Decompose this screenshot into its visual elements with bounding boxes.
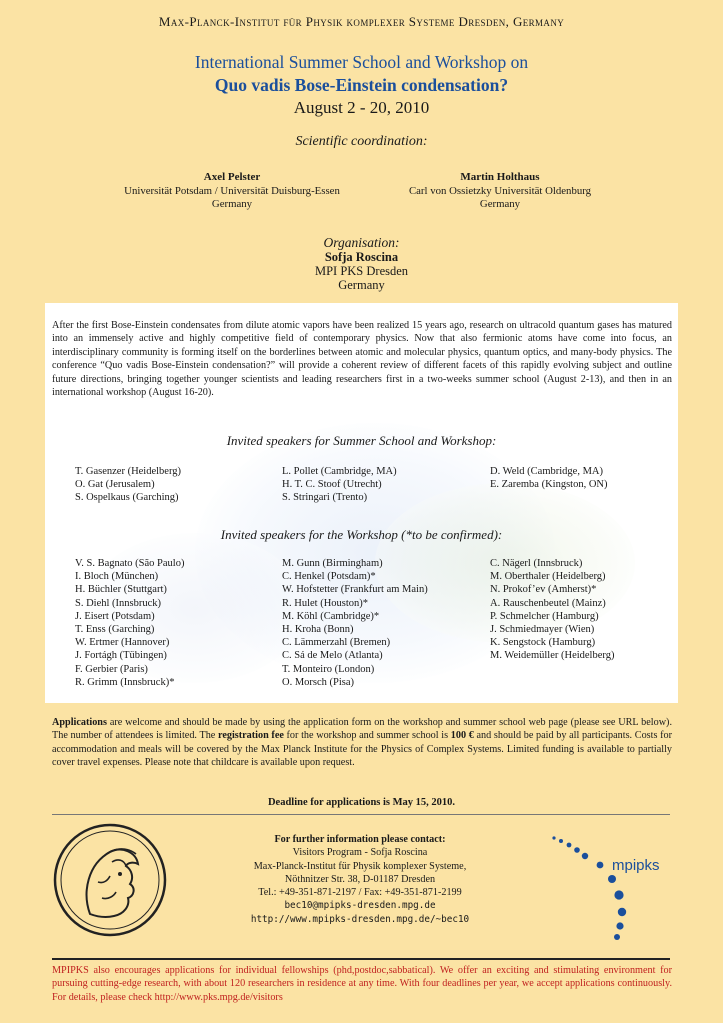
- speaker: O. Morsch (Pisa): [282, 676, 355, 688]
- speaker: K. Sengstock (Hamburg): [490, 637, 596, 649]
- organisation-block: [0, 236, 723, 292]
- footer-paragraph: MPIPKS also encourages applications for individual fellowships (phd,postdoc,sabbatical). We offer an exciting and stimulating environment for pursuing cutting-edge research, with about 120 researchers in residence at any time. With four deadlines per year, we accept applications continuously. For details, please check http://www.pks.mpg.de/visitors: [52, 965, 672, 1003]
- title-line-1: International Summer School and Workshop on: [194, 52, 529, 72]
- school-speakers-col1: [75, 465, 181, 505]
- contact-line: Max-Planck-Institut für Physik komplexer Systeme,: [253, 860, 467, 872]
- logo-text: mpipks: [612, 857, 660, 874]
- speaker: J. Schmiedmayer (Wien): [490, 624, 595, 636]
- contact-url-link[interactable]: http://www.mpipks-dresden.mpg.de/~bec10: [250, 913, 470, 925]
- speaker: M. Oberthaler (Heidelberg): [490, 571, 606, 583]
- intro-paragraph: After the first Bose-Einstein condensates from dilute atomic vapors have been realized 15 years ago, research on ultracold quantum gases has matured into an immensely active and highly competitive field of contemporary physics. Now that also fermionic atoms have come into focus, an interdisciplinary community is forming itself on the borderlines between atomic and molecular physics, quantum optics, and many-body physics. The conference “Quo vadis Bose-Einstein condensation?” will provide a coherent review of different facets of this rapidly evolving subject and outline future directions, bringing together younger scientists and leading researchers first in a two-weeks summer school (August 2-13), and then in an international workshop (August 16-20).: [52, 320, 672, 399]
- workshop-speakers-col3: [490, 557, 614, 663]
- speaker: N. Prokof’ev (Amherst)*: [490, 584, 597, 596]
- coordination-label: Scientific coordination:: [295, 134, 428, 149]
- minerva-seal-icon: [52, 822, 168, 938]
- institute-header: Max-Planck-Institut für Physik komplexer Systeme Dresden, Germany: [158, 14, 565, 29]
- footer-divider: [52, 958, 670, 960]
- fee-amount: 100 €: [450, 730, 474, 742]
- coordinator-right: [350, 171, 650, 212]
- title-line-2: Quo vadis Bose-Einstein condensation?: [214, 75, 509, 95]
- fee-label: registration fee: [218, 730, 284, 742]
- coordinator-country: Germany: [211, 198, 253, 210]
- speaker: J. Fortágh (Tübingen): [75, 650, 167, 662]
- speaker: I. Bloch (München): [75, 571, 159, 583]
- speaker: E. Zaremba (Kingston, ON): [490, 479, 608, 491]
- speaker: J. Eisert (Potsdam): [75, 610, 155, 622]
- speaker: L. Pollet (Cambridge, MA): [282, 466, 397, 477]
- speaker: S. Diehl (Innsbruck): [75, 597, 162, 609]
- contact-line: Nöthnitzer Str. 38, D-01187 Dresden: [284, 873, 436, 885]
- contact-line: Visitors Program - Sofja Roscina: [292, 847, 428, 859]
- speaker: M. Gunn (Birmingham): [282, 558, 383, 569]
- speaker: O. Gat (Jerusalem): [75, 479, 155, 491]
- coordinator-name: Martin Holthaus: [460, 171, 540, 183]
- workshop-speakers-col1: [75, 557, 184, 689]
- speaker: R. Hulet (Houston)*: [282, 597, 369, 609]
- applications-text: are welcome and should be made by using the application form on the workshop and summer school web page (please see URL below). The number of attendees is limited. The: [52, 717, 672, 742]
- speaker: M. Weidemüller (Heidelberg): [490, 650, 615, 662]
- speaker: S. Ospelkaus (Garching): [75, 492, 179, 504]
- coordinator-country: Germany: [479, 198, 521, 210]
- applications-text: and should be paid by all participants. Costs for accommodation and meals will be covered by the Max Planck Institute for the Physics of Complex Systems. Limited funding is available to partially cover travel expenses. Please note that childcare is available upon request.: [52, 730, 672, 769]
- contact-phone: Tel.: +49-351-871-2197 / Fax: +49-351-871-2199: [258, 887, 462, 899]
- speaker: W. Ertmer (Hannover): [75, 637, 170, 649]
- applications-text: for the workshop and summer school is: [283, 730, 451, 742]
- contact-email-link[interactable]: bec10@mpipks-dresden.mpg.de: [284, 900, 436, 912]
- speaker: H. T. C. Stoof (Utrecht): [282, 479, 382, 491]
- deadline: Deadline for applications is May 15, 2010.: [267, 797, 456, 808]
- speaker: D. Weld (Cambridge, MA): [490, 466, 603, 477]
- speaker: W. Hofstetter (Frankfurt am Main): [282, 584, 428, 596]
- speaker: R. Grimm (Innsbruck)*: [75, 676, 175, 688]
- mpipks-logo-icon: [540, 832, 670, 942]
- speaker: A. Rauschenbeutel (Mainz): [490, 597, 606, 609]
- organiser-place: MPI PKS Dresden: [314, 264, 409, 278]
- event-dates: August 2 - 20, 2010: [293, 98, 430, 117]
- speaker: H. Büchler (Stuttgart): [75, 584, 167, 596]
- workshop-speakers-col2: [282, 557, 428, 689]
- coordinator-name: Axel Pelster: [203, 171, 261, 183]
- school-speakers-col3: [490, 465, 608, 491]
- speaker: T. Enss (Garching): [75, 624, 155, 636]
- speaker: F. Gerbier (Paris): [75, 663, 148, 675]
- speaker: C. Lämmerzahl (Bremen): [282, 637, 391, 649]
- applications-paragraph: [52, 716, 672, 770]
- organiser-name: Sofja Roscina: [324, 250, 399, 264]
- coordinator-affiliation: Carl von Ossietzky Universität Oldenburg: [408, 184, 592, 197]
- speaker: H. Kroha (Bonn): [282, 624, 354, 636]
- speaker: T. Gasenzer (Heidelberg): [75, 466, 182, 477]
- speaker: C. Henkel (Potsdam)*: [282, 571, 376, 583]
- contact-heading: For further information please contact:: [274, 834, 446, 845]
- organisation-label: Organisation:: [323, 235, 400, 250]
- coordinator-left: [82, 171, 382, 212]
- speaker: M. Köhl (Cambridge)*: [282, 610, 380, 622]
- school-speakers-col2: [282, 465, 397, 505]
- applications-lead: Applications: [52, 717, 107, 728]
- organiser-country: Germany: [338, 278, 385, 292]
- speaker: C. Nägerl (Innsbruck): [490, 558, 583, 569]
- school-speakers-heading: Invited speakers for Summer School and Workshop:: [226, 433, 497, 448]
- speaker: C. Sá de Melo (Atlanta): [282, 650, 383, 662]
- contact-block: [190, 833, 530, 926]
- speaker: T. Monteiro (London): [282, 663, 375, 675]
- speaker: V. S. Bagnato (São Paulo): [75, 558, 185, 569]
- speaker: P. Schmelcher (Hamburg): [490, 610, 599, 622]
- speaker: S. Stringari (Trento): [282, 492, 368, 504]
- coordinator-affiliation: Universität Potsdam / Universität Duisburg-Essen: [124, 184, 340, 197]
- workshop-speakers-heading: Invited speakers for the Workshop (*to be confirmed):: [220, 527, 503, 542]
- divider: [52, 814, 670, 815]
